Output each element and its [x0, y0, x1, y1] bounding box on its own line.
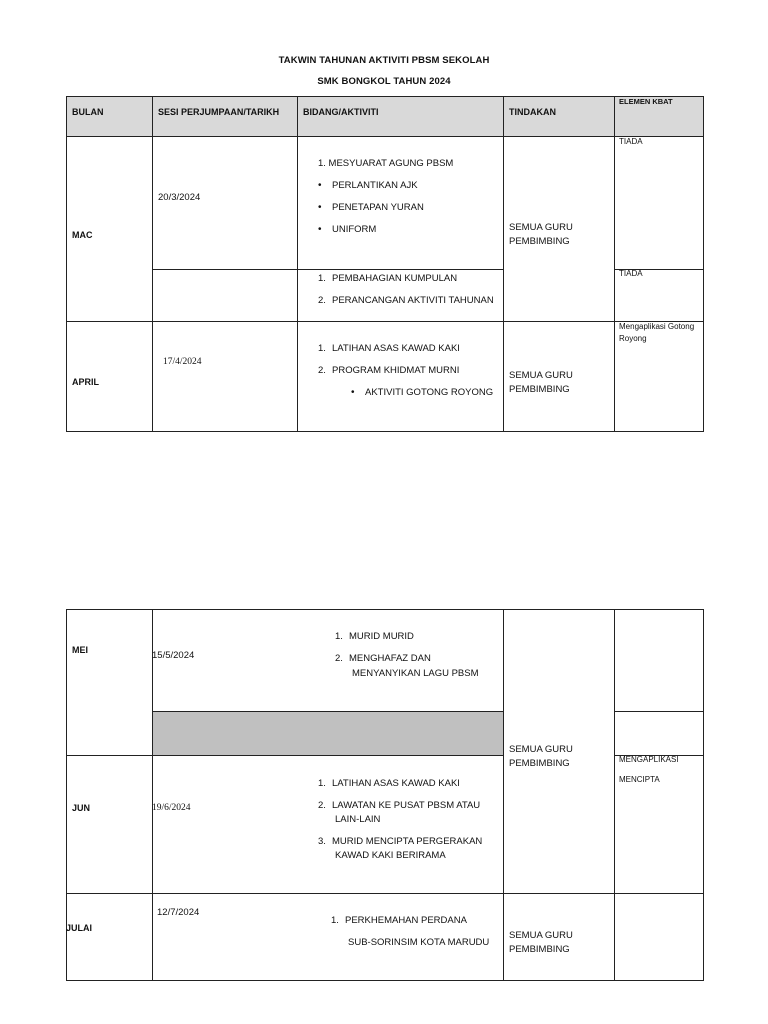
april-item-latihan: 1. LATIHAN ASAS KAWAD KAKI: [318, 343, 460, 354]
tindakan-meijun-line2: PEMBIMBING: [509, 758, 570, 769]
header-kbat: ELEMEN KBAT: [619, 97, 673, 106]
tindakan-julai-line1: SEMUA GURU: [509, 930, 573, 941]
mac-item-perancangan: 2. PERANCANGAN AKTIVITI TAHUNAN: [318, 295, 494, 306]
julai-item-perkhemahan: 1. PERKHEMAHAN PERDANA: [331, 915, 467, 926]
kbat-april-line2: Royong: [619, 334, 647, 343]
header-tindakan: TINDAKAN: [509, 107, 556, 117]
header-sesi: SESI PERJUMPAAN/TARIKH: [158, 107, 280, 117]
document-subtitle: SMK BONGKOL TAHUN 2024: [317, 76, 451, 87]
month-mei: MEI: [72, 645, 89, 655]
tindakan-april-line1: SEMUA GURU: [509, 370, 573, 381]
jun-item-latihan: 1. LATIHAN ASAS KAWAD KAKI: [318, 778, 460, 789]
month-julai: JULAI: [66, 923, 93, 933]
kbat-jun-line2: MENCIPTA: [619, 775, 660, 784]
kbat-jun-line1: MENGAPLIKASI: [619, 755, 679, 764]
header-bidang: BIDANG/AKTIVITI: [303, 107, 379, 117]
jun-item-mencipta-cont: KAWAD KAKI BERIRAMA: [335, 850, 446, 861]
jun-item-mencipta: 3. MURID MENCIPTA PERGERAKAN: [318, 836, 483, 847]
header-bulan: BULAN: [72, 107, 104, 117]
tindakan-julai-line2: PEMBIMBING: [509, 944, 570, 955]
tindakan-meijun-line1: SEMUA GURU: [509, 744, 573, 755]
mac-item-pembahagian: 1. PEMBAHAGIAN KUMPULAN: [318, 273, 458, 284]
mac-subitem-uniform: • UNIFORM: [318, 224, 377, 235]
date-april: 17/4/2024: [163, 357, 202, 367]
shaded-row: [153, 712, 503, 755]
mac-item-1: 1. MESYUARAT AGUNG PBSM: [318, 158, 454, 169]
mei-item-menghafaz-cont: MENYANYIKAN LAGU PBSM: [352, 668, 479, 679]
mei-item-murid: 1. MURID MURID: [335, 631, 414, 642]
date-jun: 19/6/2024: [152, 803, 191, 813]
date-julai: 12/7/2024: [157, 907, 200, 918]
tindakan-mac-line2: PEMBIMBING: [509, 236, 570, 247]
month-jun: JUN: [72, 803, 91, 813]
julai-item-perkhemahan-cont: SUB-SORINSIM KOTA MARUDU: [348, 937, 490, 948]
date-mac: 20/3/2024: [158, 192, 201, 203]
mac-subitem-yuran: • PENETAPAN YURAN: [318, 202, 424, 213]
date-mei: 15/5/2024: [152, 650, 195, 661]
document-title: TAKWIN TAHUNAN AKTIVITI PBSM SEKOLAH: [278, 55, 490, 66]
april-subitem-gotong-royong: • AKTIVITI GOTONG ROYONG: [351, 387, 494, 398]
month-mac: MAC: [72, 230, 93, 240]
kbat-april-line1: Mengaplikasi Gotong: [619, 322, 695, 331]
kbat-mac-2: TIADA: [619, 269, 643, 278]
mac-subitem-perlantikan: • PERLANTIKAN AJK: [318, 180, 418, 191]
tindakan-mac-line1: SEMUA GURU: [509, 222, 573, 233]
kbat-mac-1: TIADA: [619, 137, 643, 146]
month-april: APRIL: [72, 377, 99, 387]
jun-item-lawatan: 2. LAWATAN KE PUSAT PBSM ATAU: [318, 800, 481, 811]
mei-item-menghafaz: 2. MENGHAFAZ DAN: [335, 653, 431, 664]
jun-item-lawatan-cont: LAIN-LAIN: [335, 814, 381, 825]
april-item-khidmat: 2. PROGRAM KHIDMAT MURNI: [318, 365, 460, 376]
tindakan-april-line2: PEMBIMBING: [509, 384, 570, 395]
